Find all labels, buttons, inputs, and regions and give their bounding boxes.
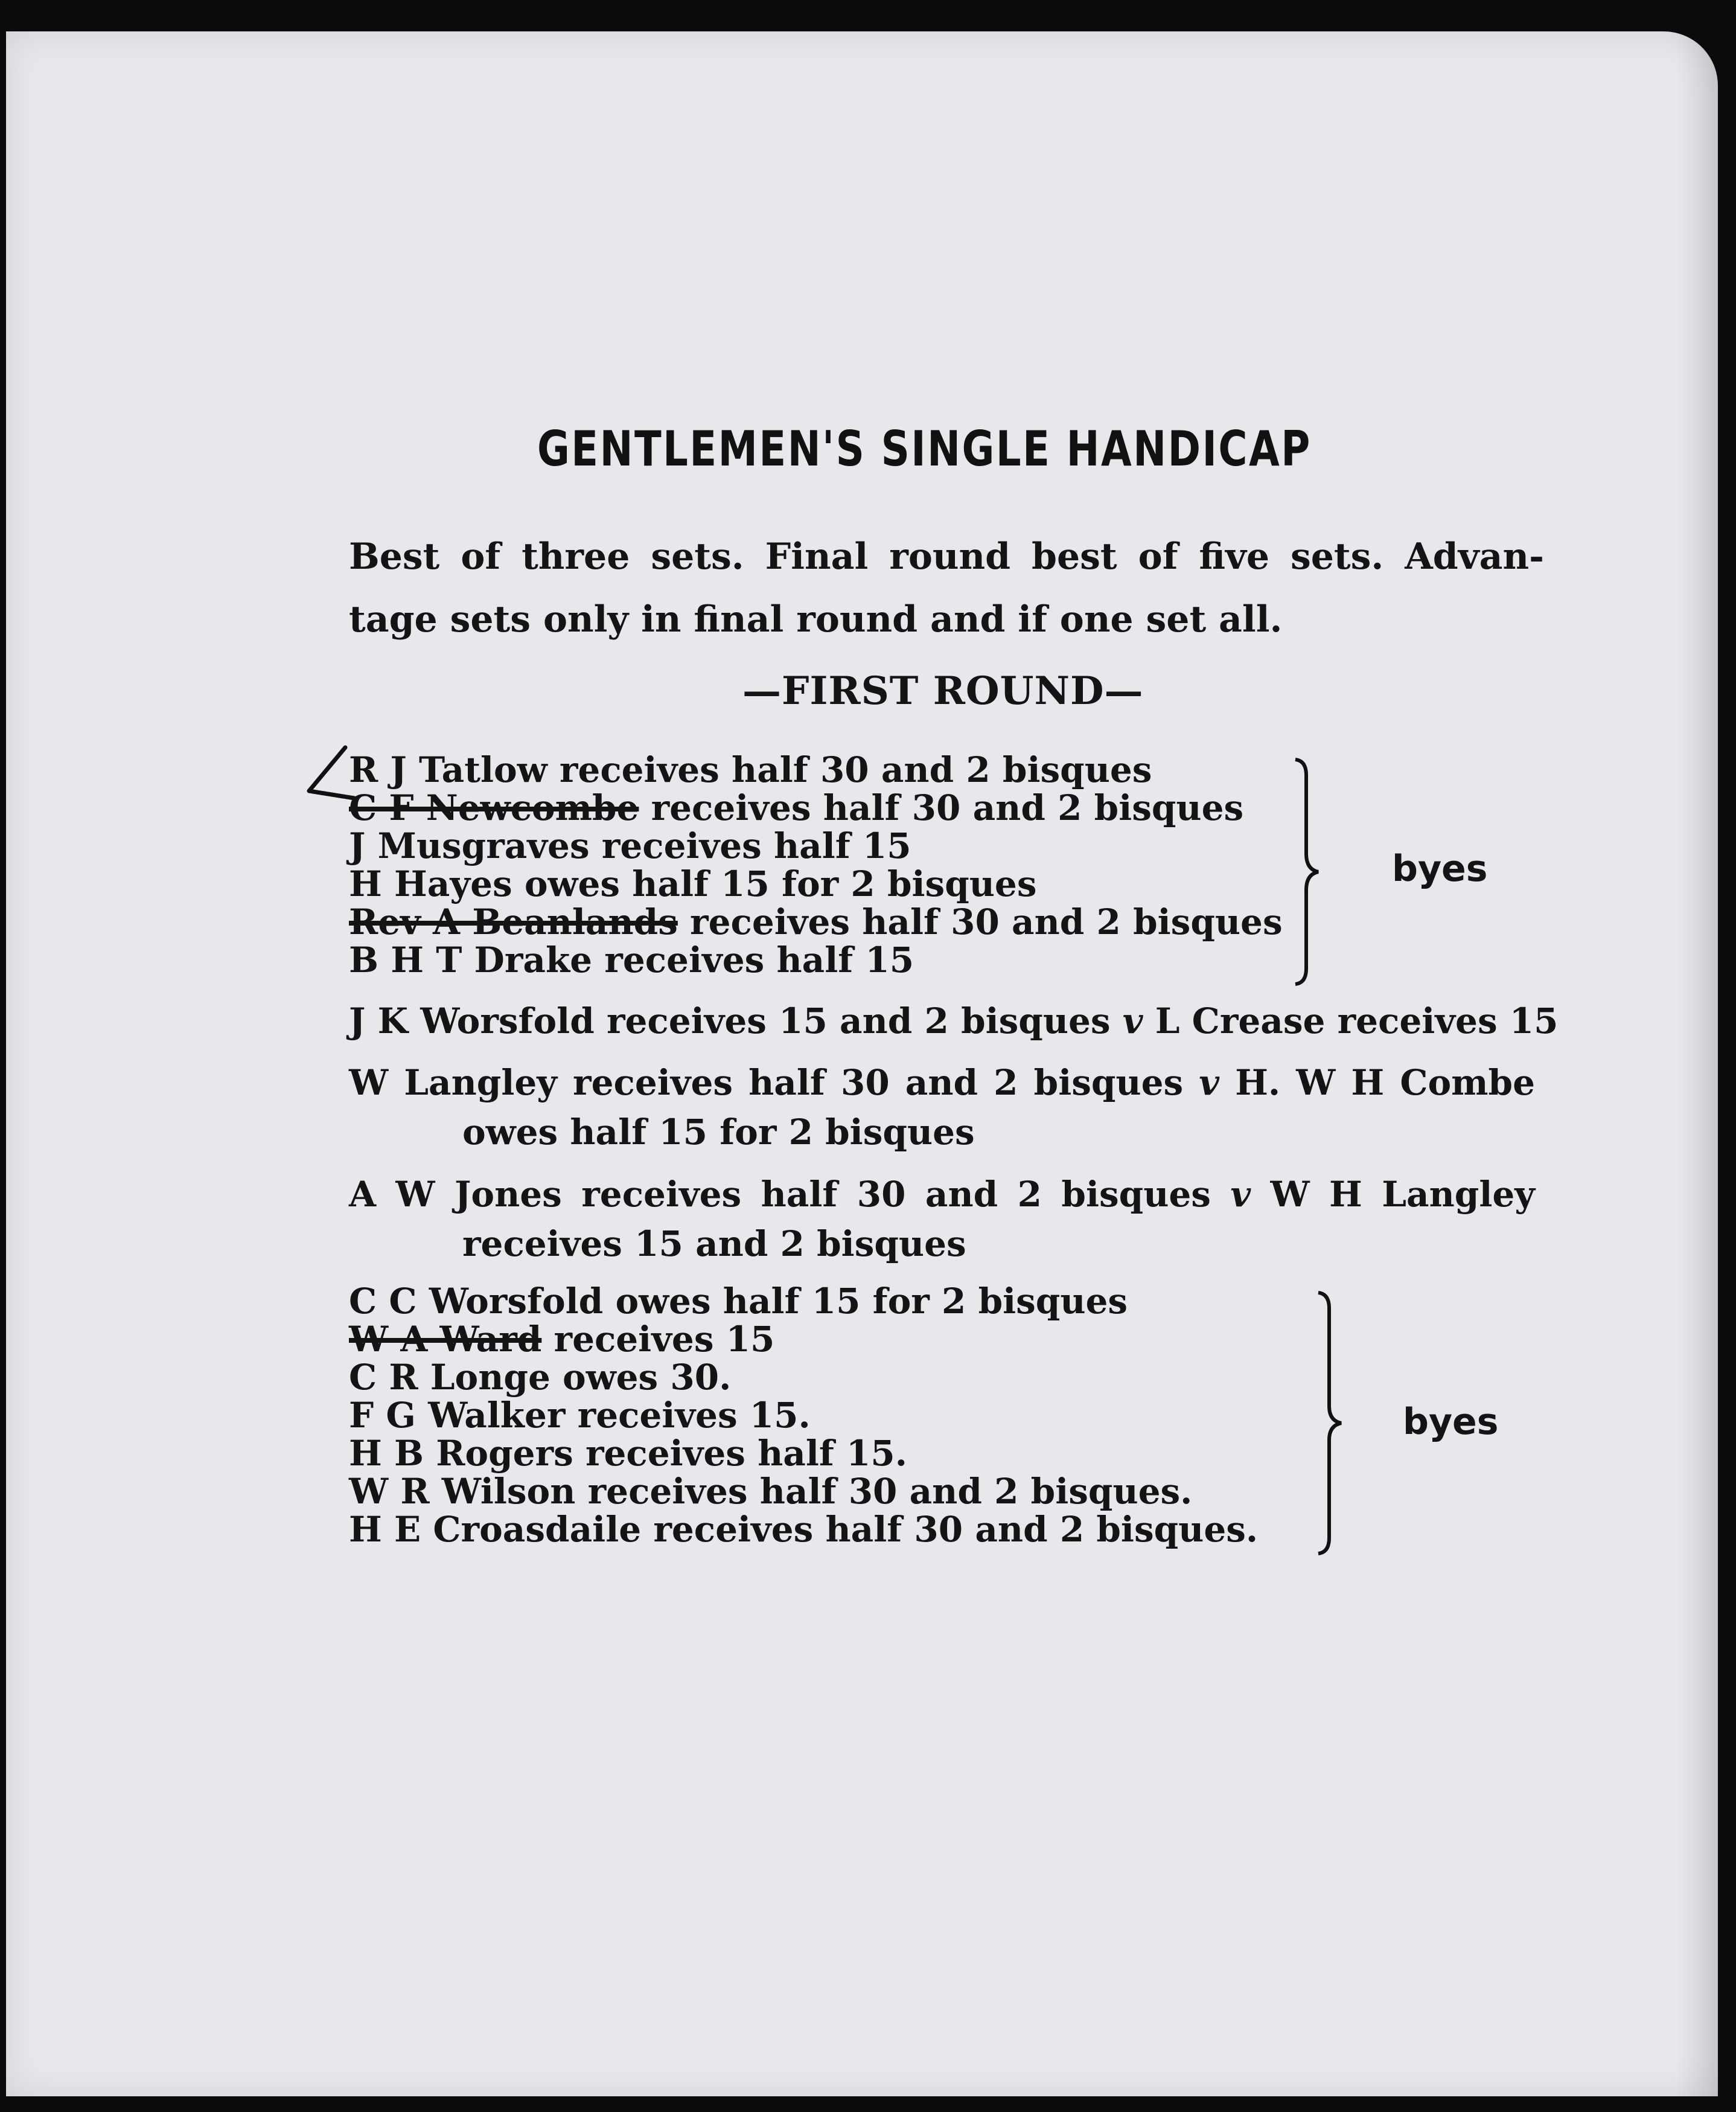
list-item: C R Longe owes 30. (349, 1357, 732, 1398)
page-edge-shadow (1676, 31, 1718, 2096)
match-2: W Langley receives half 30 and 2 bisques v H. W H Combe owes half 15 for 2 bisques (349, 1062, 1536, 1153)
list-item: H Hayes owes half 15 for 2 bisques (349, 863, 1037, 904)
list-item: C F Newcombe receives half 30 and 2 bisques (349, 787, 1244, 828)
list-item: Rev A Beanlands receives half 30 and 2 bisques (349, 901, 1283, 942)
list-item: B H T Drake receives half 15 (349, 939, 914, 981)
intro-line-2: tage sets only in final round and if one set all. (349, 598, 1283, 641)
byes-label: byes (1403, 1401, 1499, 1443)
list-item: J Musgraves receives half 15 (349, 825, 911, 866)
byes-label: byes (1392, 848, 1488, 890)
list-item: C C Worsfold owes half 15 for 2 bisques (349, 1281, 1128, 1322)
intro-line-1: Best of three sets. Final round best of five sets. Advan- (349, 536, 1544, 578)
list-item: R J Tatlow receives half 30 and 2 bisques (349, 749, 1152, 790)
match-3: A W Jones receives half 30 and 2 bisques v W H Langley receives 15 and 2 bisques (349, 1174, 1535, 1264)
round-heading: —FIRST ROUND— (742, 668, 1144, 714)
bracket-brace (1291, 757, 1327, 987)
document-page (6, 31, 1718, 2096)
page-title: GENTLEMEN'S SINGLE HANDICAP (537, 421, 1312, 477)
match-1: J K Worsfold receives 15 and 2 bisques v L Crease receives 15 (349, 1000, 1559, 1042)
byes-list-2 (349, 1282, 1258, 1549)
list-item: W R Wilson receives half 30 and 2 bisques. (349, 1471, 1193, 1512)
bracket-brace (1313, 1290, 1350, 1556)
list-item: W A Ward receives 15 (349, 1319, 775, 1360)
list-item: H B Rogers receives half 15. (349, 1433, 907, 1474)
list-item: H E Croasdaile receives half 30 and 2 bisques. (349, 1509, 1259, 1550)
byes-list-1 (349, 751, 1283, 979)
intro-paragraph (349, 525, 1544, 651)
list-item: F G Walker receives 15. (349, 1395, 811, 1436)
